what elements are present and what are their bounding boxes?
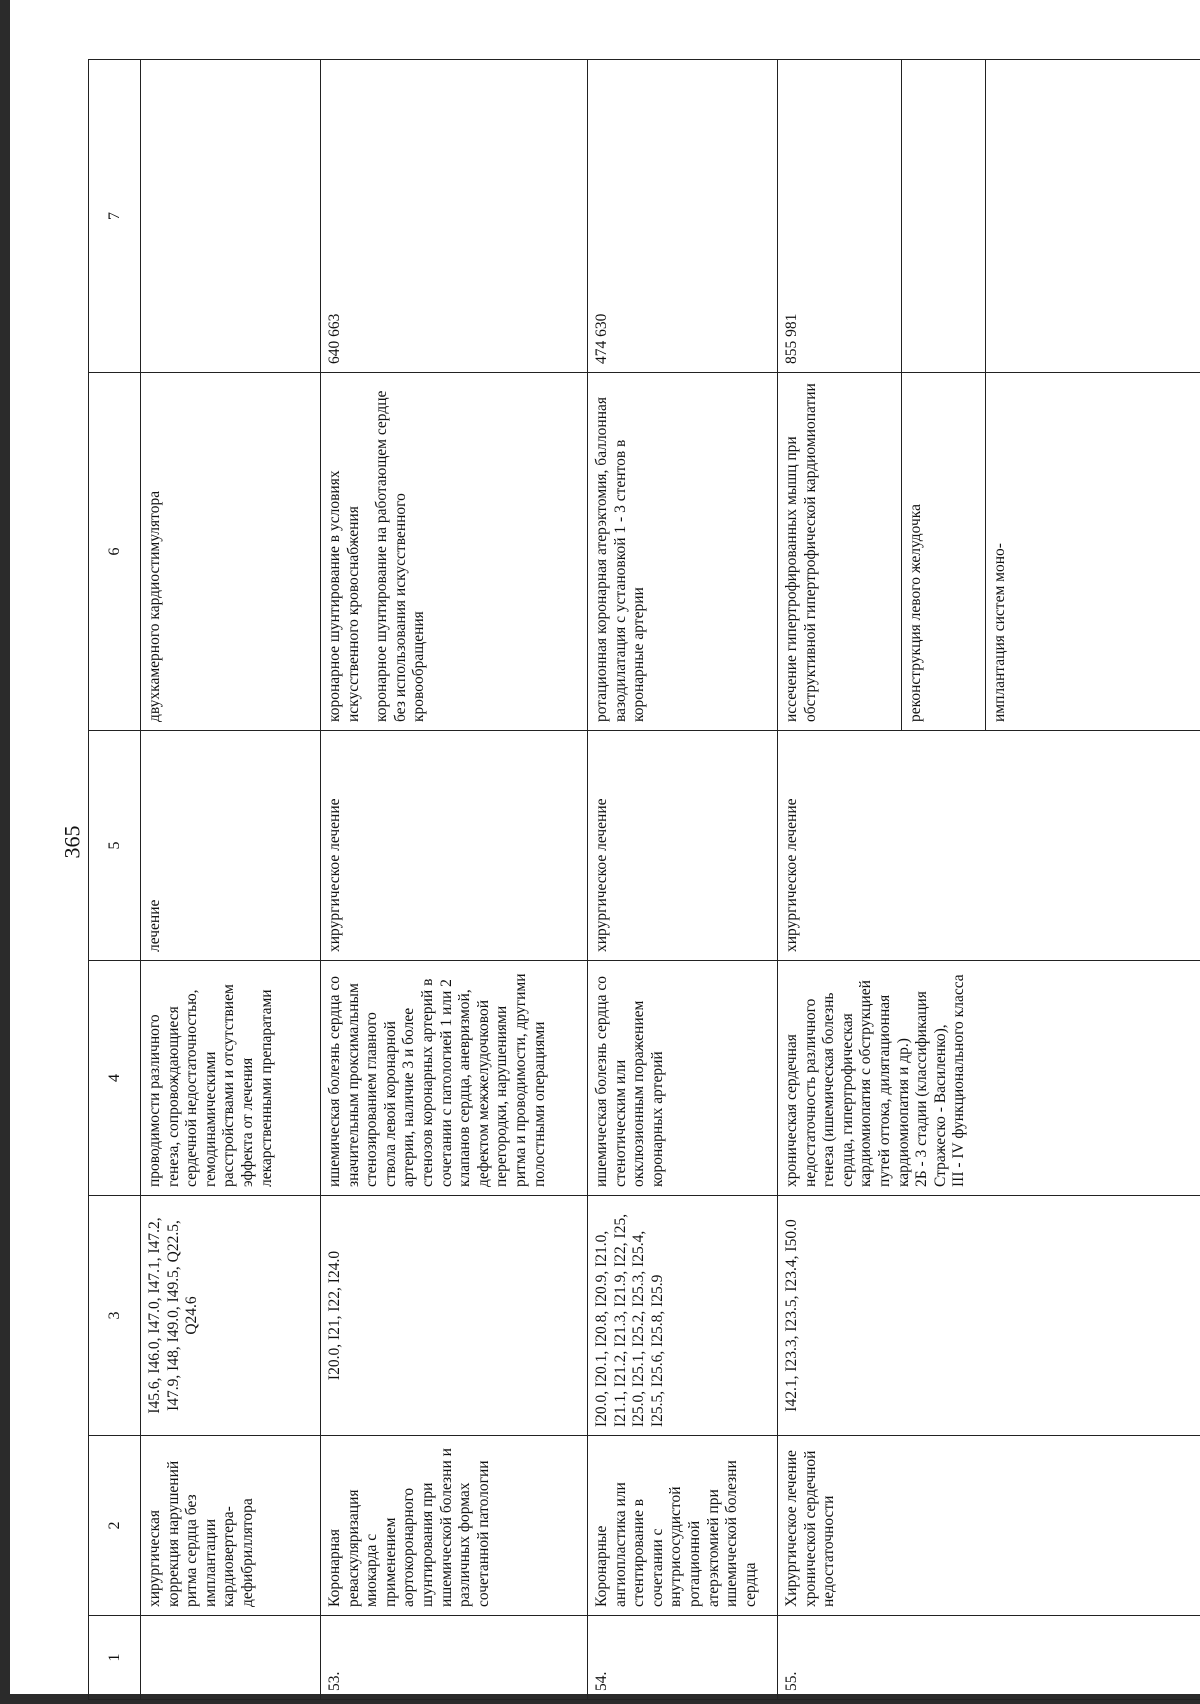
- treatment-kind: лечение: [141, 731, 321, 961]
- treatment-method: иссечение гипертрофированных мышц при обструктивной гипертрофической кардиомиопатии: [778, 373, 902, 731]
- price-empty: [902, 60, 986, 373]
- header-cell-5: 5: [89, 731, 141, 961]
- treatment-method: [321, 373, 588, 731]
- price: 640 663: [321, 60, 588, 373]
- header-cell-3: 3: [89, 1196, 141, 1436]
- header-cell-2: 2: [89, 1436, 141, 1616]
- price: 855 981: [778, 60, 902, 373]
- treatment-kind: хирургическое лечение: [588, 731, 778, 961]
- icd-codes: I20.0, I21, I22, I24.0: [321, 1196, 588, 1436]
- service-name: Хирургическое лечение хронической сердечной недостаточности: [778, 1436, 1200, 1616]
- services-table: [88, 59, 1200, 1700]
- header-cell-7: 7: [89, 60, 141, 373]
- price-empty: [986, 60, 1200, 373]
- header-cell-6: 6: [89, 373, 141, 731]
- icd-codes: I42.1, I23.3, I23.5, I23.4, I50.0: [778, 1196, 1200, 1436]
- row-number: 53.: [321, 1616, 588, 1700]
- patient-model: ишемическая болезнь сердца со значительным проксимальным стенозированием главного ствола левой коронарной артерии, наличие 3 и более стенозов коронарных артерий в сочетании с патологией 1 или 2 клапанов сердца, аневризмой, дефектом межжелудочковой перегородки, нарушениями ритма и проводимости, другими полостными операциями: [321, 961, 588, 1196]
- service-name: хирургическая коррекция нарушений ритма сердца без имплантации кардиовертера-дефибриллятора: [141, 1436, 321, 1616]
- service-name: Коронарная реваскуляризация миокарда с применением аортокоронарного шунтирования при ишемической болезни и различных формах сочетанной патологии: [321, 1436, 588, 1616]
- treatment-method: двухкамерного кардиостимулятора: [141, 373, 321, 731]
- icd-codes: I45.6, I46.0, I47.0, I47.1, I47.2, I47.9, I48, I49.0, I49.5, Q22.5, Q24.6: [141, 1196, 321, 1436]
- icd-codes: I20.0, I20.1, I20.8, I20.9, I21.0, I21.1, I21.2, I21.3, I21.9, I22, I25, I25.0, I25.1, I25.2, I25.3, I25.4, I25.5, I25.6, I25.8, I25.9: [588, 1196, 778, 1436]
- header-cell-4: 4: [89, 961, 141, 1196]
- table-row: [588, 60, 778, 1700]
- treatment-kind: хирургическое лечение: [778, 731, 1200, 961]
- scan-edge-left: [0, 0, 10, 1704]
- price: 474 630: [588, 60, 778, 373]
- price: [141, 60, 321, 373]
- treatment-method: ротационная коронарная атерэктомия, баллонная вазодилатация с установкой 1 - 3 стентов в коронарные артерии: [588, 373, 778, 731]
- row-number: 55.: [778, 1616, 1200, 1700]
- treatment-method: реконструкция левого желудочка: [902, 373, 986, 731]
- table-row: [141, 60, 321, 1700]
- header-cell-1: 1: [89, 1616, 141, 1700]
- treatment-kind: хирургическое лечение: [321, 731, 588, 961]
- patient-model: ишемическая болезнь сердца со стенотическим или окклюзионным поражением коронарных артерий: [588, 961, 778, 1196]
- patient-model: хроническая сердечная недостаточность различного генеза (ишемическая болезнь сердца, гипертрофическая кардиомиопатия с обструкцией путей оттока, дилятационная кардиомиопатия и др.) 2Б - 3 стадии (классификация Стражеско - Василенко), III - IV функционального класса: [778, 961, 1200, 1196]
- table-row: [778, 60, 902, 1700]
- rotated-page: [88, 60, 1200, 1700]
- patient-model: проводимости различного генеза, сопровождающиеся сердечной недостаточностью, гемодинамическими расстройствами и отсутствием эффекта от лечения лекарственными препаратами: [141, 961, 321, 1196]
- row-number: [141, 1616, 321, 1700]
- row-number: 54.: [588, 1616, 778, 1700]
- service-name: Коронарные ангиопластика или стентирование в сочетании с внутрисосудистой ротационной атерэктомией при ишемической болезни сердца: [588, 1436, 778, 1616]
- method-item: коронарное шунтирование в условиях искусственного кровоснабжения: [326, 470, 362, 722]
- page-number: 365: [59, 825, 85, 859]
- table-row: [321, 60, 588, 1700]
- treatment-method: имплантация систем моно-: [986, 373, 1200, 731]
- method-item: коронарное шунтирование на работающем сердце без использования искусственного кровообращения: [373, 390, 428, 722]
- header-row: [89, 60, 141, 1700]
